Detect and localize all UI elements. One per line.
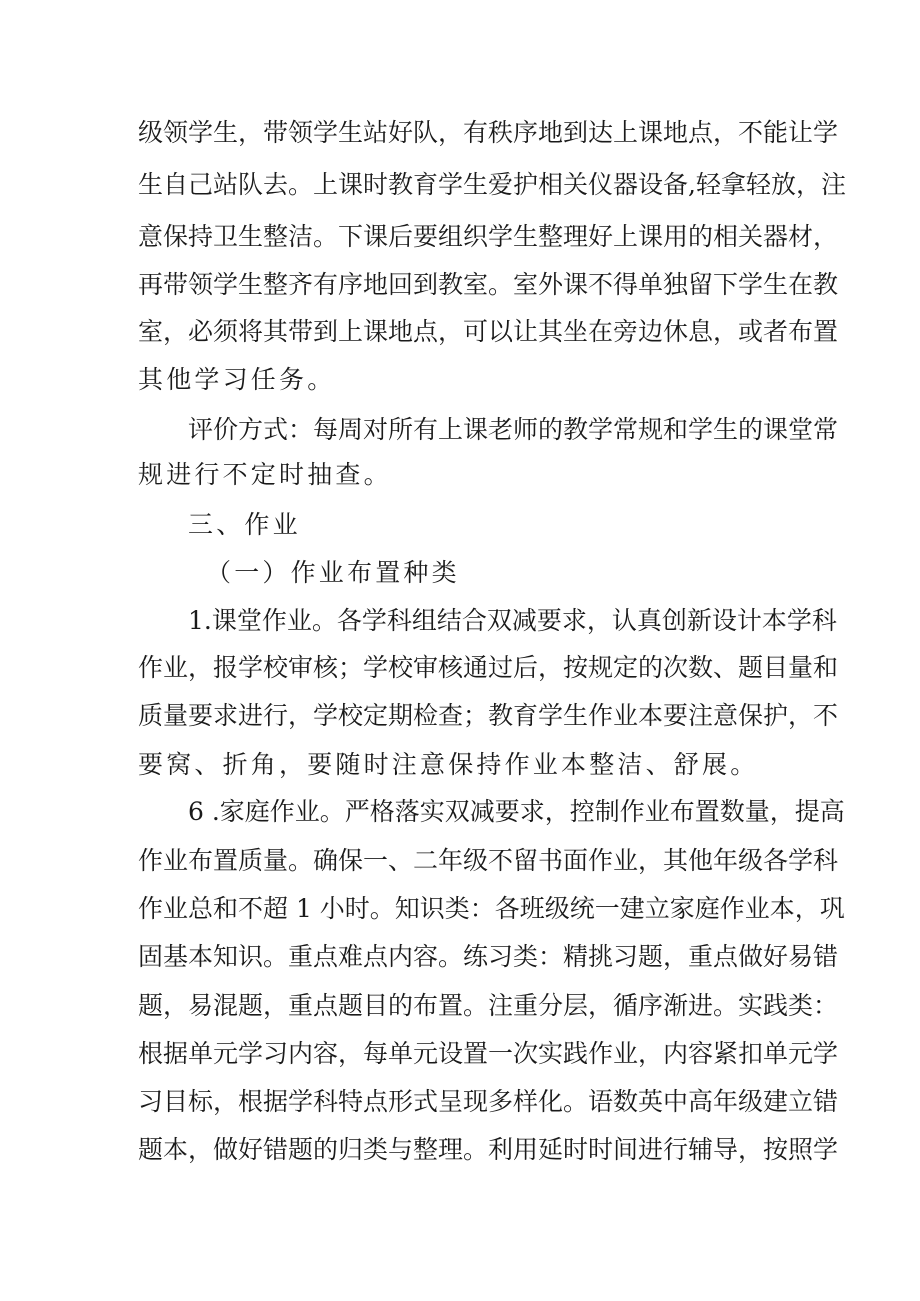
paragraph-line: 习目标，根据学科特点形式呈现多样化。语数英中高年级建立错 [138, 1087, 839, 1116]
paragraph-line: 要窝、折角，要随时注意保持作业本整洁、舒展。 [138, 750, 759, 779]
paragraph-line: 作业总和不超 1 小时。知识类：各班级统一建立家庭作业本，巩 [138, 894, 845, 923]
paragraph-line: 生自己站队去。上课时教育学生爱护相关仪器设备,轻拿轻放，注 [138, 170, 846, 199]
paragraph-line: 1.课堂作业。各学科组结合双减要求，认真创新设计本学科 [188, 606, 837, 635]
paragraph-line: 题，易混题，重点题目的布置。注重分层，循序渐进。实践类： [138, 991, 839, 1020]
paragraph-line: 作业布置质量。确保一、二年级不留书面作业，其他年级各学科 [138, 846, 839, 875]
paragraph-line: 室，必须将其带到上课地点，可以让其坐在旁边休息，或者布置 [138, 317, 839, 346]
paragraph-line: 固基本知识。重点难点内容。练习类：精挑习题，重点做好易错 [138, 942, 839, 971]
section-heading: 三、作业 [188, 510, 301, 539]
paragraph-line: 质量要求进行，学校定期检查；教育学生作业本要注意保护，不 [138, 701, 839, 730]
paragraph-line: 意保持卫生整洁。下课后要组织学生整理好上课用的相关器材， [138, 222, 839, 251]
paragraph-line: 评价方式：每周对所有上课老师的教学常规和学生的课堂常 [188, 415, 839, 444]
paragraph-line: 6 .家庭作业。严格落实双减要求，控制作业布置数量，提高 [188, 797, 845, 826]
paragraph-line: 作业，报学校审核；学校审核通过后，按规定的次数、题目量和 [138, 653, 839, 682]
paragraph-line: 题本，做好错题的归类与整理。利用延时时间进行辅导，按照学 [138, 1135, 839, 1164]
subsection-heading: （一）作业布置种类 [206, 558, 460, 587]
paragraph-line: 其他学习任务。 [138, 365, 336, 394]
paragraph-line: 再带领学生整齐有序地回到教室。室外课不得单独留下学生在教 [138, 270, 839, 299]
paragraph-line: 级领学生，带领学生站好队，有秩序地到达上课地点，不能让学 [138, 118, 839, 147]
paragraph-line: 根据单元学习内容，每单元设置一次实践作业，内容紧扣单元学 [138, 1039, 839, 1068]
paragraph-line: 规进行不定时抽查。 [138, 460, 392, 489]
